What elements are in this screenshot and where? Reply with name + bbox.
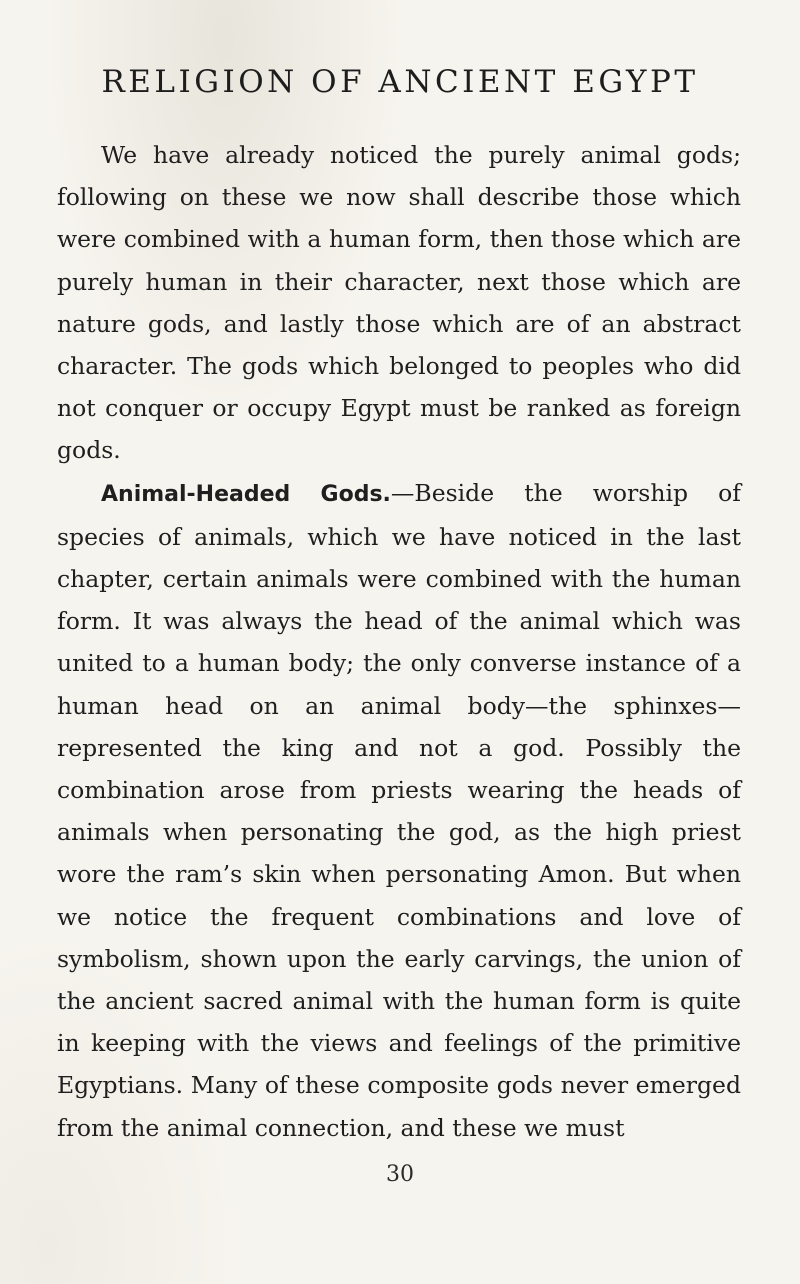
body-text bbox=[57, 134, 741, 1149]
paragraph-animal-headed-gods bbox=[57, 472, 741, 1149]
running-head: RELIGION OF ANCIENT EGYPT bbox=[101, 64, 699, 100]
paragraph-intro: We have already noticed the purely animal gods; following on these we now shall describe those which were combined with a human form, then those which are purely human in their character, next those which are nature gods, and lastly those which are of an abstract character. The gods which belonged to peoples who did not conquer or occupy Egypt must be ranked as foreign gods. bbox=[57, 141, 741, 465]
page-number: 30 bbox=[386, 1162, 414, 1187]
section-heading: Animal-Headed Gods. bbox=[101, 481, 391, 507]
paragraph-text: —Beside the worship of species of animals, which we have noticed in the last chapter, certain animals were combined with the human form. It was always the head of the animal which was united to a human body; the only converse instance of a human head on an animal body—the sphinxes—represented the king and not a god. Possibly the combination arose from priests wearing the heads of animals when personating the god, as the high priest wore the ram’s skin when personating Amon. But when we notice the frequent combinations and love of symbolism, shown upon the early carvings, the union of the ancient sacred animal with the human form is quite in keeping with the views and feelings of the primitive Egyptians. Many of these composite gods never emerged from the animal connection, and these we must bbox=[57, 478, 741, 1142]
